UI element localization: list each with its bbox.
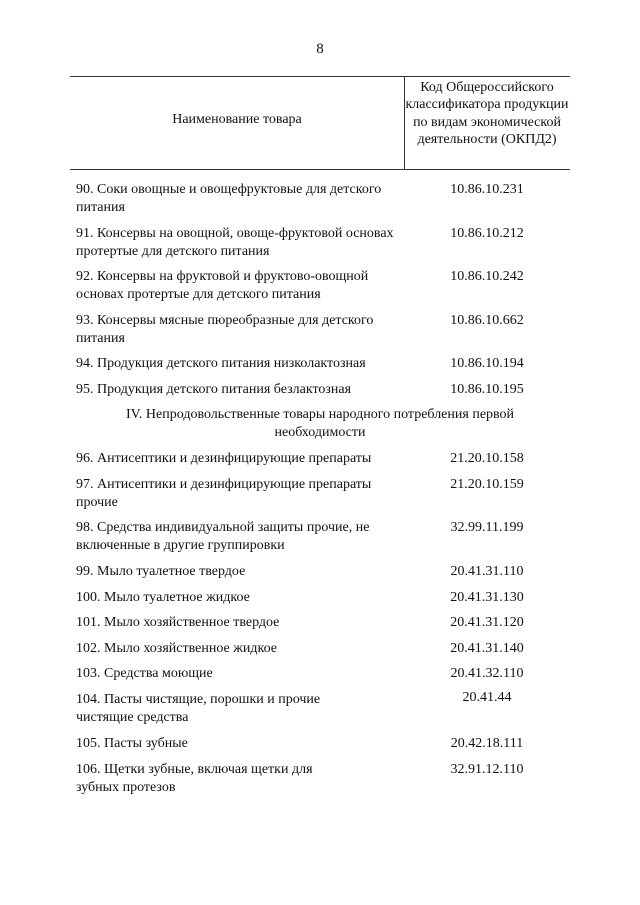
item-name: 106. Щетки зубные, включая щетки для зубных протезов — [76, 762, 313, 795]
item-name: 95. Продукция детского питания безлактозная — [76, 382, 352, 397]
item-code: 32.91.12.110 — [450, 762, 524, 777]
item-name: 99. Мыло туалетное твердое — [76, 564, 246, 579]
item-code: 10.86.10.231 — [450, 182, 524, 197]
header-bottom-rule — [70, 169, 570, 170]
item-name: 97. Антисептики и дезинфицирующие препараты прочие — [76, 477, 372, 510]
item-name: 104. Пасты чистящие, порошки и прочие чистящие средства — [76, 692, 321, 725]
item-name: 93. Консервы мясные пюреобразные для детского питания — [76, 313, 374, 346]
section-heading-text: IV. Непродовольственные товары народного потребления первой необходимости — [125, 407, 515, 440]
header-name-column: Наименование товара — [172, 112, 302, 127]
page-number: 8 — [316, 41, 324, 57]
item-name: 98. Средства индивидуальной защиты прочие, не включенные в другие группировки — [76, 520, 370, 553]
item-code: 20.42.18.111 — [450, 736, 524, 751]
item-code: 32.99.11.199 — [450, 520, 524, 535]
header-code-column: Код Общероссийского классификатора продукции по видам экономической деятельности (ОКПД2) — [405, 80, 569, 148]
item-code: 20.41.32.110 — [450, 666, 524, 681]
item-code: 20.41.31.130 — [450, 590, 524, 605]
item-name: 102. Мыло хозяйственное жидкое — [76, 641, 277, 656]
item-code: 10.86.10.195 — [450, 382, 524, 397]
item-name: 101. Мыло хозяйственное твердое — [76, 615, 280, 630]
item-code: 20.41.31.120 — [450, 615, 524, 630]
item-name: 96. Антисептики и дезинфицирующие препараты — [76, 451, 372, 466]
section-heading — [70, 406, 570, 442]
item-name: 105. Пасты зубные — [76, 736, 188, 751]
item-code: 20.41.31.140 — [450, 641, 524, 656]
item-name: 91. Консервы на овощной, овоще-фруктовой основах протертые для детского питания — [76, 226, 394, 259]
item-code: 20.41.44 — [462, 690, 512, 705]
item-code: 10.86.10.242 — [450, 269, 524, 284]
item-code: 10.86.10.662 — [450, 313, 524, 328]
item-name: 94. Продукция детского питания низколактозная — [76, 356, 366, 371]
item-name: 100. Мыло туалетное жидкое — [76, 590, 250, 605]
item-name: 103. Средства моющие — [76, 666, 213, 681]
table-top-rule — [70, 76, 570, 77]
item-name: 92. Консервы на фруктовой и фруктово-овощной основах протертые для детского питания — [76, 269, 369, 302]
item-code: 21.20.10.158 — [450, 451, 524, 466]
item-code: 21.20.10.159 — [450, 477, 524, 492]
item-code: 20.41.31.110 — [450, 564, 524, 579]
item-code: 10.86.10.212 — [450, 226, 524, 241]
item-code: 10.86.10.194 — [450, 356, 524, 371]
item-name: 90. Соки овощные и овощефруктовые для детского питания — [76, 182, 382, 215]
